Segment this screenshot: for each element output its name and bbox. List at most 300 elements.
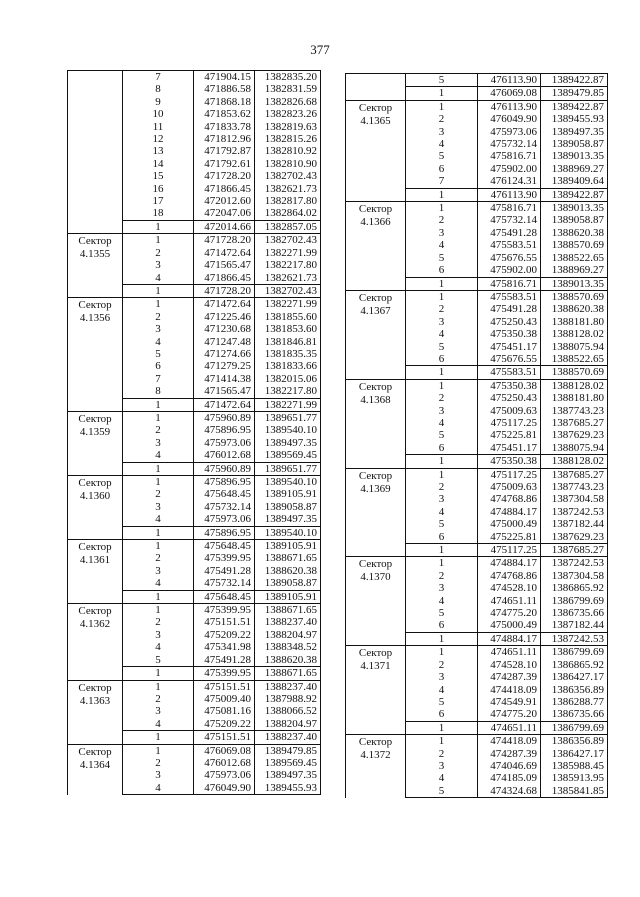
coord-y: 1389455.93 xyxy=(541,113,608,125)
sector-label xyxy=(346,100,406,201)
coord-y: 1388128.02 xyxy=(541,379,608,392)
point-number: 5 xyxy=(406,74,478,87)
coord-y: 1389422.87 xyxy=(541,188,608,201)
point-number: 4 xyxy=(123,641,194,653)
table-row xyxy=(346,74,608,87)
point-number: 10 xyxy=(123,108,194,120)
table-row xyxy=(346,100,608,113)
point-number: 2 xyxy=(406,570,478,582)
coord-x: 474651.11 xyxy=(478,721,541,734)
coord-x: 474884.17 xyxy=(478,632,541,645)
coord-y: 1388671.65 xyxy=(255,552,321,564)
point-number: 4 xyxy=(123,336,194,348)
point-number: 2 xyxy=(406,392,478,404)
coord-x: 475583.51 xyxy=(478,239,541,251)
coord-y: 1382271.99 xyxy=(255,298,321,311)
coord-x: 474418.09 xyxy=(478,735,541,748)
coord-x: 475009.63 xyxy=(478,405,541,417)
table-row xyxy=(346,557,608,570)
coord-x: 475225.81 xyxy=(478,531,541,544)
sector-name: Сектор 4.1371 xyxy=(358,647,393,673)
table-row xyxy=(346,379,608,392)
point-number: 1 xyxy=(123,526,194,539)
point-number: 2 xyxy=(406,113,478,125)
coord-x: 475491.28 xyxy=(478,303,541,315)
point-number: 4 xyxy=(123,577,194,590)
point-number: 1 xyxy=(406,290,478,303)
coord-y: 1389540.10 xyxy=(255,526,321,539)
coord-x: 474651.11 xyxy=(478,595,541,607)
coord-x: 475151.51 xyxy=(194,680,255,693)
coord-y: 1386735.66 xyxy=(541,708,608,721)
sector-label xyxy=(68,476,123,540)
coord-y: 1389455.93 xyxy=(255,782,321,795)
point-number: 1 xyxy=(123,540,194,553)
point-number: 1 xyxy=(406,188,478,201)
coord-x: 475973.06 xyxy=(194,513,255,526)
sector-label xyxy=(68,71,123,234)
coord-y: 1389013.35 xyxy=(541,277,608,290)
coord-x: 474775.20 xyxy=(478,607,541,619)
coord-x: 475341.98 xyxy=(194,641,255,653)
coord-x: 475209.22 xyxy=(194,718,255,731)
coord-x: 475009.40 xyxy=(194,693,255,705)
sector-label xyxy=(68,234,123,298)
point-number: 4 xyxy=(406,772,478,784)
coord-x: 471565.47 xyxy=(194,259,255,271)
sector-label xyxy=(346,646,406,735)
sector-label xyxy=(346,468,406,557)
coord-x: 474324.68 xyxy=(478,785,541,798)
coord-x: 474768.86 xyxy=(478,493,541,505)
coord-y: 1389422.87 xyxy=(541,74,608,87)
coord-y: 1382819.63 xyxy=(255,121,321,133)
coord-y: 1382702.43 xyxy=(255,170,321,182)
coord-y: 1389058.87 xyxy=(541,138,608,150)
coord-x: 471230.68 xyxy=(194,323,255,335)
sector-label xyxy=(346,202,406,291)
point-number: 6 xyxy=(406,708,478,721)
coord-y: 1387182.44 xyxy=(541,619,608,632)
sector-name: Сектор 4.1356 xyxy=(78,299,112,325)
coord-y: 1388204.97 xyxy=(255,629,321,641)
point-number: 3 xyxy=(406,493,478,505)
point-number: 17 xyxy=(123,195,194,207)
point-number: 1 xyxy=(406,366,478,379)
coord-y: 1389651.77 xyxy=(255,462,321,475)
coord-x: 475816.71 xyxy=(478,202,541,215)
point-number: 4 xyxy=(123,513,194,526)
point-number: 5 xyxy=(406,785,478,798)
table-row xyxy=(68,540,321,553)
point-number: 3 xyxy=(123,501,194,513)
coord-y: 1388671.65 xyxy=(255,667,321,680)
point-number: 7 xyxy=(123,373,194,385)
coord-x: 475648.45 xyxy=(194,488,255,500)
sector-label xyxy=(68,680,123,744)
sector-name: Сектор 4.1359 xyxy=(78,412,112,438)
point-number: 8 xyxy=(123,385,194,398)
coord-x: 476124.31 xyxy=(478,175,541,188)
coord-x: 476069.08 xyxy=(478,87,541,100)
point-number: 1 xyxy=(406,455,478,468)
coord-y: 1387242.53 xyxy=(541,557,608,570)
point-number: 1 xyxy=(123,411,194,424)
coord-x: 475399.95 xyxy=(194,604,255,617)
coord-y: 1382857.05 xyxy=(255,220,321,233)
coord-y: 1382621.73 xyxy=(255,183,321,195)
coord-x: 475000.49 xyxy=(478,619,541,632)
point-number: 1 xyxy=(123,398,194,411)
coord-x: 471792.87 xyxy=(194,145,255,157)
point-number: 5 xyxy=(406,429,478,441)
point-number: 4 xyxy=(406,506,478,518)
point-number: 1 xyxy=(123,476,194,489)
coord-y: 1389409.64 xyxy=(541,175,608,188)
sector-label xyxy=(68,411,123,475)
coord-x: 472047.06 xyxy=(194,207,255,220)
coord-y: 1387242.53 xyxy=(541,632,608,645)
coord-x: 474046.69 xyxy=(478,760,541,772)
coord-y: 1388570.69 xyxy=(541,366,608,379)
coord-x: 475350.38 xyxy=(478,379,541,392)
coord-y: 1389497.35 xyxy=(255,769,321,781)
coord-y: 1388522.65 xyxy=(541,252,608,264)
point-number: 5 xyxy=(406,150,478,162)
coord-x: 475250.43 xyxy=(478,316,541,328)
coord-y: 1388620.38 xyxy=(255,565,321,577)
coord-x: 475676.55 xyxy=(478,252,541,264)
coord-x: 474651.11 xyxy=(478,646,541,659)
point-number: 1 xyxy=(406,735,478,748)
coord-x: 471472.64 xyxy=(194,398,255,411)
point-number: 2 xyxy=(123,616,194,628)
coord-y: 1386356.89 xyxy=(541,684,608,696)
coord-x: 475583.51 xyxy=(478,366,541,379)
sector-name: Сектор 4.1364 xyxy=(78,745,112,771)
table-row xyxy=(68,298,321,311)
coord-x: 471886.58 xyxy=(194,83,255,95)
point-number: 7 xyxy=(123,71,194,84)
sector-name: Сектор 4.1365 xyxy=(358,101,393,127)
coord-x: 471565.47 xyxy=(194,385,255,398)
point-number: 1 xyxy=(406,379,478,392)
point-number: 2 xyxy=(406,659,478,671)
coord-y: 1386735.66 xyxy=(541,607,608,619)
sector-name: Сектор 4.1363 xyxy=(78,681,112,707)
coord-x: 472014.66 xyxy=(194,220,255,233)
coord-y: 1389497.35 xyxy=(541,126,608,138)
coord-x: 475451.17 xyxy=(478,341,541,353)
coord-y: 1386288.77 xyxy=(541,696,608,708)
point-number: 1 xyxy=(406,87,478,100)
coord-y: 1382621.73 xyxy=(255,272,321,285)
point-number: 2 xyxy=(123,247,194,259)
point-number: 4 xyxy=(406,328,478,340)
coord-y: 1386427.17 xyxy=(541,748,608,760)
coord-x: 474768.86 xyxy=(478,570,541,582)
coord-y: 1387743.23 xyxy=(541,405,608,417)
sector-name: Сектор 4.1367 xyxy=(358,291,393,317)
coord-y: 1388181.80 xyxy=(541,392,608,404)
coord-x: 476012.68 xyxy=(194,757,255,769)
coord-y: 1388237.40 xyxy=(255,680,321,693)
coord-y: 1388075.94 xyxy=(541,442,608,455)
point-number: 1 xyxy=(123,604,194,617)
coord-x: 476113.90 xyxy=(478,188,541,201)
coord-x: 475960.89 xyxy=(194,411,255,424)
coord-y: 1382826.68 xyxy=(255,96,321,108)
sector-label xyxy=(68,604,123,680)
coordinate-table-left xyxy=(67,70,321,795)
coord-x: 475151.51 xyxy=(194,616,255,628)
coord-x: 474884.17 xyxy=(478,506,541,518)
coord-x: 475491.28 xyxy=(194,654,255,667)
coord-x: 475732.14 xyxy=(194,577,255,590)
coord-y: 1382835.20 xyxy=(255,71,321,84)
coord-x: 471904.15 xyxy=(194,71,255,84)
coord-x: 475676.55 xyxy=(478,353,541,366)
point-number: 1 xyxy=(406,202,478,215)
coord-x: 475960.89 xyxy=(194,462,255,475)
coord-y: 1388620.38 xyxy=(255,654,321,667)
coord-x: 476049.90 xyxy=(478,113,541,125)
coord-x: 471274.66 xyxy=(194,348,255,360)
point-number: 2 xyxy=(123,311,194,323)
coord-y: 1387685.27 xyxy=(541,468,608,481)
point-number: 3 xyxy=(406,760,478,772)
point-number: 1 xyxy=(123,667,194,680)
coord-y: 1382271.99 xyxy=(255,398,321,411)
coord-x: 471833.78 xyxy=(194,121,255,133)
coord-y: 1386427.17 xyxy=(541,671,608,683)
coord-x: 471472.64 xyxy=(194,247,255,259)
coord-y: 1389540.10 xyxy=(255,476,321,489)
coord-x: 475009.63 xyxy=(478,481,541,493)
coord-x: 475250.43 xyxy=(478,392,541,404)
coord-x: 471225.46 xyxy=(194,311,255,323)
coord-x: 475117.25 xyxy=(478,417,541,429)
point-number: 4 xyxy=(406,239,478,251)
point-number: 1 xyxy=(406,557,478,570)
table-row xyxy=(346,202,608,215)
coord-x: 474185.09 xyxy=(478,772,541,784)
coord-y: 1382702.43 xyxy=(255,234,321,247)
point-number: 2 xyxy=(123,552,194,564)
point-number: 6 xyxy=(406,531,478,544)
point-number: 4 xyxy=(123,272,194,285)
coord-y: 1382810.90 xyxy=(255,158,321,170)
coord-y: 1389651.77 xyxy=(255,411,321,424)
coord-y: 1381855.60 xyxy=(255,311,321,323)
sector-label xyxy=(346,735,406,798)
point-number: 4 xyxy=(406,595,478,607)
point-number: 3 xyxy=(123,565,194,577)
coord-x: 475081.16 xyxy=(194,705,255,717)
coord-y: 1389479.85 xyxy=(255,744,321,757)
coord-y: 1389105.91 xyxy=(255,590,321,603)
coord-y: 1388969.27 xyxy=(541,163,608,175)
point-number: 5 xyxy=(123,348,194,360)
coord-y: 1389569.45 xyxy=(255,757,321,769)
coord-y: 1388128.02 xyxy=(541,455,608,468)
coord-x: 471728.20 xyxy=(194,234,255,247)
coord-y: 1387988.92 xyxy=(255,693,321,705)
sector-label xyxy=(346,557,406,646)
point-number: 3 xyxy=(406,126,478,138)
table-row xyxy=(68,680,321,693)
coord-x: 471247.48 xyxy=(194,336,255,348)
coord-x: 475000.49 xyxy=(478,518,541,530)
point-number: 4 xyxy=(123,718,194,731)
sector-name: Сектор 4.1360 xyxy=(78,477,112,502)
table-row xyxy=(68,476,321,489)
point-number: 3 xyxy=(406,227,478,239)
coord-x: 474884.17 xyxy=(478,557,541,570)
point-number: 6 xyxy=(406,442,478,455)
coord-x: 475491.28 xyxy=(478,227,541,239)
point-number: 13 xyxy=(123,145,194,157)
coord-y: 1385988.45 xyxy=(541,760,608,772)
point-number: 5 xyxy=(406,252,478,264)
point-number: 5 xyxy=(406,341,478,353)
point-number: 12 xyxy=(123,133,194,145)
point-number: 3 xyxy=(123,705,194,717)
coord-x: 475896.95 xyxy=(194,526,255,539)
point-number: 5 xyxy=(406,607,478,619)
point-number: 1 xyxy=(406,544,478,557)
coord-y: 1387629.23 xyxy=(541,429,608,441)
coord-x: 475973.06 xyxy=(194,437,255,449)
point-number: 2 xyxy=(406,214,478,226)
coord-x: 471472.64 xyxy=(194,298,255,311)
coord-y: 1389540.10 xyxy=(255,424,321,436)
point-number: 2 xyxy=(406,303,478,315)
coord-y: 1387182.44 xyxy=(541,518,608,530)
coord-y: 1382817.80 xyxy=(255,195,321,207)
coord-y: 1387685.27 xyxy=(541,544,608,557)
coord-x: 475399.95 xyxy=(194,667,255,680)
coord-y: 1389058.87 xyxy=(255,577,321,590)
coord-x: 474549.91 xyxy=(478,696,541,708)
coord-y: 1388348.52 xyxy=(255,641,321,653)
point-number: 1 xyxy=(123,284,194,297)
coord-x: 471279.25 xyxy=(194,360,255,372)
coord-x: 471728.20 xyxy=(194,284,255,297)
point-number: 16 xyxy=(123,183,194,195)
coord-y: 1389479.85 xyxy=(541,87,608,100)
coord-y: 1389105.91 xyxy=(255,488,321,500)
coord-y: 1386356.89 xyxy=(541,735,608,748)
coord-x: 475648.45 xyxy=(194,590,255,603)
coord-y: 1382271.99 xyxy=(255,247,321,259)
point-number: 7 xyxy=(406,175,478,188)
coord-y: 1387304.58 xyxy=(541,493,608,505)
coord-y: 1386865.92 xyxy=(541,582,608,594)
coord-x: 474775.20 xyxy=(478,708,541,721)
point-number: 4 xyxy=(123,782,194,795)
coord-x: 475209.22 xyxy=(194,629,255,641)
coord-x: 475896.95 xyxy=(194,424,255,436)
coord-y: 1387685.27 xyxy=(541,417,608,429)
point-number: 1 xyxy=(406,100,478,113)
coord-y: 1389013.35 xyxy=(541,202,608,215)
coord-x: 471812.96 xyxy=(194,133,255,145)
point-number: 3 xyxy=(123,323,194,335)
sector-label xyxy=(68,540,123,604)
point-number: 5 xyxy=(406,518,478,530)
coord-y: 1389497.35 xyxy=(255,513,321,526)
point-number: 2 xyxy=(123,693,194,705)
sector-label xyxy=(68,298,123,412)
coord-y: 1389422.87 xyxy=(541,100,608,113)
coord-x: 475902.00 xyxy=(478,264,541,277)
coord-y: 1388570.69 xyxy=(541,290,608,303)
table-row xyxy=(68,604,321,617)
point-number: 1 xyxy=(406,277,478,290)
sector-name: Сектор 4.1369 xyxy=(358,469,393,495)
sector-name: Сектор 4.1361 xyxy=(78,541,112,567)
coord-x: 475117.25 xyxy=(478,544,541,557)
coord-y: 1382864.02 xyxy=(255,207,321,220)
coord-x: 475732.14 xyxy=(478,138,541,150)
coord-x: 475225.81 xyxy=(478,429,541,441)
coord-x: 471728.20 xyxy=(194,170,255,182)
coord-x: 471866.45 xyxy=(194,183,255,195)
coord-y: 1389105.91 xyxy=(255,540,321,553)
coord-x: 475583.51 xyxy=(478,290,541,303)
coord-y: 1388522.65 xyxy=(541,353,608,366)
point-number: 6 xyxy=(406,353,478,366)
point-number: 3 xyxy=(123,769,194,781)
sector-name: Сектор 4.1355 xyxy=(78,235,112,261)
coord-x: 476049.90 xyxy=(194,782,255,795)
coord-y: 1382810.92 xyxy=(255,145,321,157)
sector-label xyxy=(68,744,123,795)
point-number: 1 xyxy=(406,632,478,645)
coord-y: 1386799.69 xyxy=(541,646,608,659)
coord-x: 475816.71 xyxy=(478,150,541,162)
point-number: 1 xyxy=(406,468,478,481)
point-number: 1 xyxy=(123,220,194,233)
table-row xyxy=(346,468,608,481)
coord-x: 471853.62 xyxy=(194,108,255,120)
coord-x: 476113.90 xyxy=(478,100,541,113)
coord-y: 1387304.58 xyxy=(541,570,608,582)
coord-x: 476069.08 xyxy=(194,744,255,757)
coord-y: 1386799.69 xyxy=(541,595,608,607)
sector-name: Сектор 4.1366 xyxy=(358,203,393,229)
table-row xyxy=(346,290,608,303)
point-number: 1 xyxy=(123,744,194,757)
coord-y: 1388620.38 xyxy=(541,303,608,315)
coord-y: 1381853.60 xyxy=(255,323,321,335)
point-number: 2 xyxy=(406,481,478,493)
coord-y: 1389569.45 xyxy=(255,449,321,462)
coord-x: 475648.45 xyxy=(194,540,255,553)
coord-y: 1388181.80 xyxy=(541,316,608,328)
coord-x: 475399.95 xyxy=(194,552,255,564)
point-number: 6 xyxy=(123,360,194,372)
coord-y: 1382831.59 xyxy=(255,83,321,95)
coord-x: 475350.38 xyxy=(478,455,541,468)
coord-y: 1382217.80 xyxy=(255,385,321,398)
coord-y: 1387242.53 xyxy=(541,506,608,518)
point-number: 1 xyxy=(123,462,194,475)
coord-y: 1381835.35 xyxy=(255,348,321,360)
point-number: 3 xyxy=(406,316,478,328)
sector-label xyxy=(346,290,406,379)
